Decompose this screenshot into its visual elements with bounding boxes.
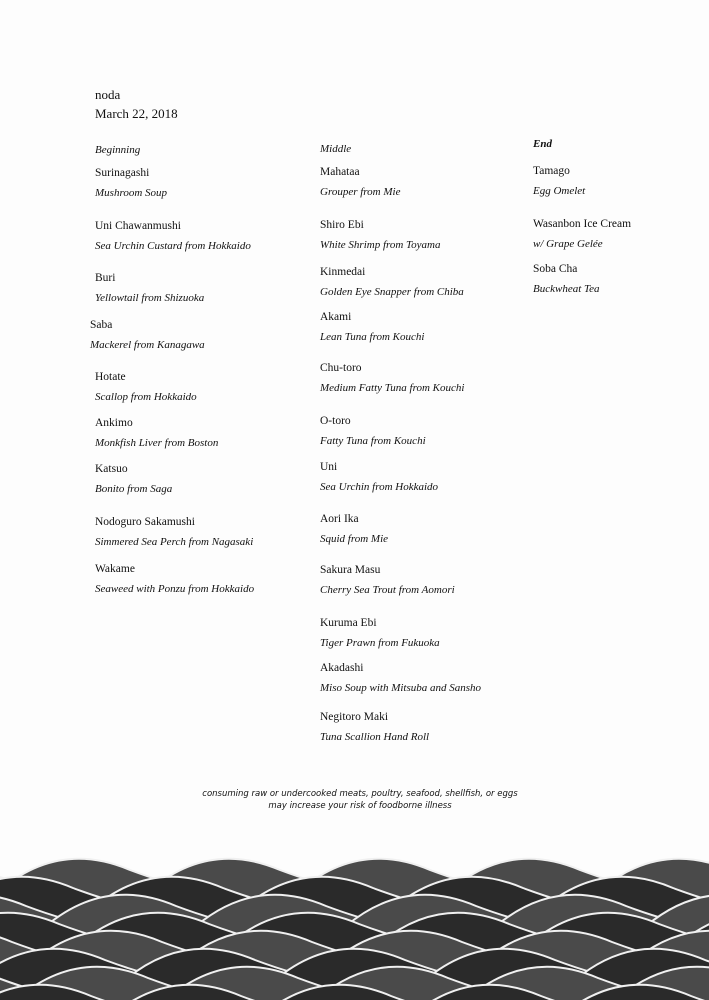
- dish-name: Hotate: [95, 371, 126, 383]
- warning-line-1: consuming raw or undercooked meats, poultry, seafood, shellfish, or eggs: [202, 789, 518, 799]
- food-safety-warning: [170, 788, 550, 812]
- dish-name: O-toro: [320, 415, 351, 427]
- course-heading: End: [533, 138, 552, 150]
- dish-name: Shiro Ebi: [320, 219, 364, 231]
- dish-name: Akadashi: [320, 662, 364, 674]
- dish-name: Katsuo: [95, 463, 128, 475]
- dish-description: Egg Omelet: [533, 185, 586, 197]
- dish-description: Mackerel from Kanagawa: [90, 339, 205, 351]
- dish-name: Negitoro Maki: [320, 711, 389, 723]
- dish-description: Grouper from Mie: [320, 186, 401, 198]
- dish-name: Wasanbon Ice Cream: [533, 218, 632, 230]
- dish-description: Lean Tuna from Kouchi: [320, 331, 425, 343]
- dish-name: Tamago: [533, 165, 570, 177]
- dish-name: Ankimo: [95, 417, 133, 429]
- course-heading: Beginning: [95, 144, 141, 156]
- dish-description: Buckwheat Tea: [533, 283, 600, 295]
- dish-description: Scallop from Hokkaido: [95, 391, 197, 403]
- dish-name: Uni Chawanmushi: [95, 220, 181, 232]
- wave-illustration: [0, 820, 709, 1000]
- menu-date: March 22, 2018: [95, 106, 178, 121]
- dish-description: Bonito from Saga: [95, 483, 173, 495]
- dish-description: Tiger Prawn from Fukuoka: [320, 637, 440, 649]
- course-heading: Middle: [320, 143, 352, 155]
- dish-description: Yellowtail from Shizuoka: [95, 292, 205, 304]
- dish-description: White Shrimp from Toyama: [320, 239, 441, 251]
- dish-name: Kinmedai: [320, 266, 366, 278]
- dish-description: Fatty Tuna from Kouchi: [320, 435, 426, 447]
- dish-description: Seaweed with Ponzu from Hokkaido: [95, 583, 255, 595]
- warning-line-2: may increase your risk of foodborne illness: [268, 801, 452, 811]
- dish-description: Medium Fatty Tuna from Kouchi: [320, 382, 465, 394]
- dish-name: Buri: [95, 272, 116, 284]
- dish-name: Surinagashi: [95, 167, 150, 179]
- dish-description: Cherry Sea Trout from Aomori: [320, 584, 455, 596]
- dish-name: Sakura Masu: [320, 564, 381, 576]
- dish-description: Sea Urchin Custard from Hokkaido: [95, 240, 251, 252]
- dish-description: w/ Grape Gelée: [533, 238, 603, 250]
- dish-description: Sea Urchin from Hokkaido: [320, 481, 439, 493]
- dish-description: Simmered Sea Perch from Nagasaki: [95, 536, 254, 548]
- dish-name: Soba Cha: [533, 263, 578, 275]
- dish-description: Golden Eye Snapper from Chiba: [320, 286, 464, 298]
- dish-description: Mushroom Soup: [95, 187, 168, 199]
- dish-name: Wakame: [95, 563, 135, 575]
- dish-name: Akami: [320, 311, 352, 323]
- dish-name: Chu-toro: [320, 362, 362, 374]
- dish-name: Mahataa: [320, 166, 360, 178]
- dish-name: Aori Ika: [320, 513, 359, 525]
- dish-name: Kuruma Ebi: [320, 617, 377, 629]
- dish-name: Nodoguro Sakamushi: [95, 516, 195, 528]
- restaurant-name: noda: [95, 87, 121, 102]
- dish-description: Squid from Mie: [320, 533, 389, 545]
- dish-name: Saba: [90, 319, 113, 331]
- dish-name: Uni: [320, 461, 338, 473]
- dish-description: Miso Soup with Mitsuba and Sansho: [320, 682, 482, 694]
- dish-description: Monkfish Liver from Boston: [95, 437, 219, 449]
- dish-description: Tuna Scallion Hand Roll: [320, 731, 430, 743]
